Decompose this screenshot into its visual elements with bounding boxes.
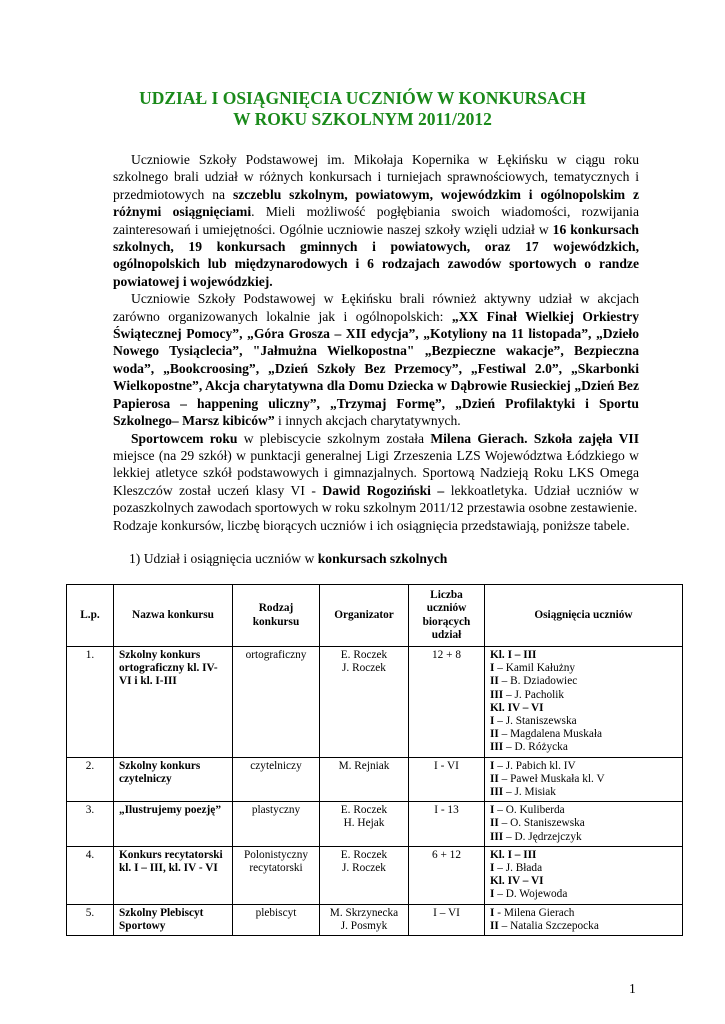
result-line: I - Milena Gierach [490, 906, 575, 919]
paragraph-intro: Uczniowie Szkoły Podstawowej im. Mikołaja Kopernika w Łękińsku w ciągu roku szkolnego brali udział w różnych konkursach i turniejach sprawnościowych, tematycznych i przedmiotowych na szczeblu szkolnym, powiatowym, wojewódzkim i ogólnopolskim z różnymi osiągnięciami. Mieli możliwość pogłębiania swoich wiadomości, rozwijania zainteresowań i umiejętności. Ogólnie uczniowie naszej szkoły wzięli udział w 16 konkursach szkolnych, 19 konkursach gminnych i powiatowych, oraz 17 wojewódzkich, ogólnopolskich lub międzynarodowych i 6 rodzajach zawodów sportowych o randze powiatowej i wojewódzkiej. [113, 152, 639, 289]
result-line: III – J. Misiak [490, 786, 556, 799]
cell-organizer [320, 904, 409, 935]
cell-type: Polonistyczny recytatorski [233, 846, 320, 904]
organizer-name: E. Roczek [340, 649, 388, 661]
header-lp: L.p. [67, 585, 114, 647]
page-number: 1 [629, 981, 636, 996]
paragraph-sports: Sportowcem roku w plebiscycie szkolnym została Milena Gierach. Szkoła zajęła VII miejsce (na 29 szkół) w punktacji generalnej Ligi Zrzeszenia LZS Województwa Łódzkiego w lekkiej atletyce szkół podstawowych i gimnazjalnych. Sportową Nadzieją Roku LKS Omega Kleszczów został uczeń klasy VI - Dawid Rogoziński – lekkoatletyka. Udział uczniów w pozaszkolnych zawodach sportowych w roku szkolnym 2011/12 przestawia osobne zestawienie. [113, 430, 639, 516]
cell-organizer [320, 647, 409, 758]
header-type: Rodzaj konkursu [233, 585, 320, 647]
header-results: Osiągnięcia uczniów [485, 585, 683, 647]
result-line: I – O. Kuliberda [490, 804, 565, 817]
page-title-line-2: W ROKU SZKOLNYM 2011/2012 [233, 109, 492, 129]
table-header-row [67, 585, 683, 647]
organizer-name: E. Roczek [340, 804, 388, 817]
cell-organizer [320, 846, 409, 904]
cell-results [485, 904, 683, 935]
page-title-line-1: UDZIAŁ I OSIĄGNIĘCIA UCZNIÓW W KONKURSACH [139, 88, 586, 108]
paragraph-actions: Uczniowie Szkoły Podstawowej w Łękińsku brali również aktywny udział w akcjach zarówno organizowanych lokalnie jak i ogólnopolskich: „XX Finał Wielkiej Orkiestry Świątecznej Pomocy”, „Góra Grosza – XII edycja”, „Kotyliony na 11 listopada”, „Dzieło Nowego Tysiąclecia”, "Jałmużna Wielkopostna" „Bezpieczne wakacje”, Bezpieczna woda”, „Bookcroosing”, „Dzień Szkoły Bez Przemocy”, „Festiwal 2.0”, „Skarbonki Wielkopostne”, Akcja charytatywna dla Domu Dziecka w Dąbrowie Rusieckiej „Dzień Bez Papierosa – happening uliczny”, „Trzymaj Formę”, „Dzień Profilaktyki i Sportu Szkolnego– Marsz kibiców” i innych akcjach charytatywnych. [113, 291, 639, 429]
cell-organizer [320, 802, 409, 847]
result-line: II – O. Staniszewska [490, 817, 585, 830]
cell-lp: 5. [67, 904, 114, 935]
cell-organizer [320, 757, 409, 802]
cell-results [485, 757, 683, 802]
result-line: I – J. Staniszewska [490, 715, 577, 728]
paragraph-tables-intro: Rodzaje konkursów, liczbę biorących uczniów i ich osiągnięcia przedstawiają, poniższe tabele. [113, 517, 630, 533]
cell-type: plastyczny [233, 802, 320, 847]
header-organizer: Organizator [320, 585, 409, 647]
cell-count: I - VI [409, 757, 485, 802]
cell-name: Konkurs recytatorski kl. I – III, kl. IV - VI [114, 846, 233, 904]
header-name: Nazwa konkursu [114, 585, 233, 647]
cell-results [485, 802, 683, 847]
cell-name: Szkolny Plebiscyt Sportowy [114, 904, 233, 935]
table-row [67, 904, 683, 935]
organizer-name: J. Posmyk [340, 919, 388, 932]
result-line: I – D. Wojewoda [490, 888, 568, 901]
table-row [67, 846, 683, 904]
result-line: I – J. Błada [490, 862, 543, 875]
cell-name: Szkolny konkurs ortograficzny kl. IV-VI i kl. I-III [114, 647, 233, 758]
result-line: Kl. I – III [490, 848, 537, 861]
cell-count: I – VI [409, 904, 485, 935]
header-count: Liczba uczniów biorących udział [409, 585, 485, 647]
cell-count: 12 + 8 [409, 647, 485, 758]
list-heading-school-contests: 1) Udział i osiągnięcia uczniów w konkursach szkolnych [129, 551, 448, 566]
document-body [113, 151, 639, 534]
cell-count: I - 13 [409, 802, 485, 847]
organizer-name: E. Roczek [340, 848, 388, 861]
result-line: Kl. IV – VI [490, 875, 544, 888]
result-line: I – J. Pabich kl. IV [490, 759, 576, 772]
cell-lp: 3. [67, 802, 114, 847]
table-row [67, 647, 683, 758]
result-line: Kl. I – III [490, 649, 537, 661]
cell-type: czytelniczy [233, 757, 320, 802]
table-row [67, 802, 683, 847]
result-line: Kl. IV – VI [490, 701, 544, 714]
organizer-name: H. Hejak [343, 817, 385, 830]
result-line: III – D. Jędrzejczyk [490, 830, 582, 843]
result-line: III – J. Pacholik [490, 688, 565, 701]
result-line: II – Paweł Muskała kl. V [490, 772, 605, 785]
organizer-name: J. Roczek [342, 862, 386, 875]
cell-lp: 1. [67, 647, 114, 758]
contests-table [66, 584, 683, 936]
result-line: III – D. Różycka [490, 741, 568, 754]
cell-type: plebiscyt [233, 904, 320, 935]
cell-results [485, 647, 683, 758]
cell-count: 6 + 12 [409, 846, 485, 904]
cell-type: ortograficzny [233, 647, 320, 758]
cell-results [485, 846, 683, 904]
result-line: I – Kamil Kałużny [490, 662, 576, 675]
cell-lp: 4. [67, 846, 114, 904]
table-row [67, 757, 683, 802]
result-line: II – Magdalena Muskała [490, 728, 603, 741]
result-line: II – B. Dziadowiec [490, 675, 578, 688]
organizer-name: M. Skrzynecka [329, 906, 399, 919]
cell-name: „Ilustrujemy poezję” [114, 802, 233, 847]
cell-lp: 2. [67, 757, 114, 802]
organizer-name: M. Rejniak [338, 759, 390, 772]
result-line: II – Natalia Szczepocka [490, 919, 599, 932]
organizer-name: J. Roczek [342, 662, 386, 675]
cell-name: Szkolny konkurs czytelniczy [114, 757, 233, 802]
